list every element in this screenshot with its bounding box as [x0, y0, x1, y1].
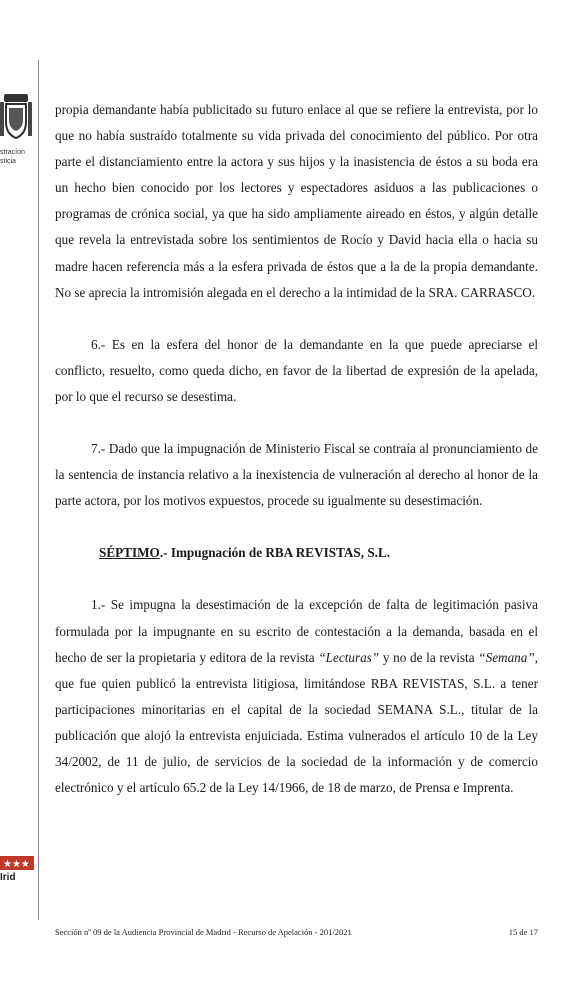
- margin-rule: [38, 60, 39, 920]
- paragraph-2: 6.- Es en la esfera del honor de la demandante en la que puede apreciarse el conflicto, resuelto, como queda dicho, en favor de la libertad de expresión de la apelada, por lo que el recurso se desestima.: [55, 336, 538, 404]
- section-heading-text: .- Impugnación de RBA REVISTAS, S.L.: [159, 545, 391, 561]
- coat-of-arms-icon: [0, 92, 32, 144]
- paragraph-3: 7.- Dado que la impugnación de Ministerio Fiscal se contraía al pronunciamiento de la sentencia de instancia relativo a la inexistencia de vulneración al derecho al honor de la parte actora, por los motivos expuestos, procede su igualmente su desestimación.: [55, 441, 538, 509]
- magazine-semana: “Semana”: [478, 649, 535, 665]
- document-body: [55, 97, 538, 801]
- magazine-lecturas: “Lecturas”: [318, 649, 380, 665]
- region-label: Irid: [0, 872, 16, 883]
- administration-label: [0, 148, 25, 166]
- case-reference: Sección nº 09 de la Audiencia Provincial de Madrid - Recurso de Apelación - 201/2021: [55, 927, 352, 937]
- page-footer: [55, 927, 538, 937]
- paragraph-1: propia demandante había publicitado su futuro enlace al que se refiere la entrevista, por lo que no había sustraído totalmente su vida privada del conocimiento del público. Por otra parte el distanciamiento entre la actora y sus hijos y la inasistencia de éstos a su boda era un hecho bien conocido por los lectores y espectadores asiduos a las publicaciones o programas de crónica social, ya que ha sido ampliamente aireado en éstos, y algún detalle que revela la entrevistada sobre los sentimientos de Rocío y David hacia ella o hacia su madre hacen referencia más a la esfera privada de éstos que a la de la propia demandante. No se aprecia la intromisión alegada en el derecho a la intimidad de la SRA. CARRASCO.: [55, 102, 538, 300]
- paragraph-4-part-b: y no de la revista: [379, 649, 479, 665]
- paragraph-4-part-c: , que fue quien publicó la entrevista litigiosa, limitándose RBA REVISTAS, S.L. a tener participaciones minoritarias en el capital de la sociedad SEMANA S.L., titular de la publicación que alojó la entrevista enjuiciada. Estima vulnerados el artículo 10 de la Ley 34/2002, de 11 de julio, de servicios de la sociedad de la información y de comercio electrónico y el artículo 65.2 de la Ley 14/1966, de 18 de marzo, de Prensa e Imprenta.: [55, 649, 538, 796]
- admin-label-line2: sticia: [0, 158, 16, 165]
- admin-label-line1: stracíon: [0, 149, 25, 156]
- section-heading: [55, 540, 538, 566]
- svg-text:★★★: ★★★: [3, 859, 30, 870]
- paragraph-4-part-a: 1.- Se impugna la desestimación de la excepción de falta de legitimación pasiva formulada por la impugnante en su escrito de contestación a la demanda, basada en el hecho de ser la propietaria y editora de la revista: [55, 597, 538, 665]
- section-heading-label: SÉPTIMO: [99, 545, 160, 561]
- stars-icon: [0, 856, 34, 870]
- page-number: 15 de 17: [508, 927, 538, 937]
- paragraph-4: [55, 592, 538, 801]
